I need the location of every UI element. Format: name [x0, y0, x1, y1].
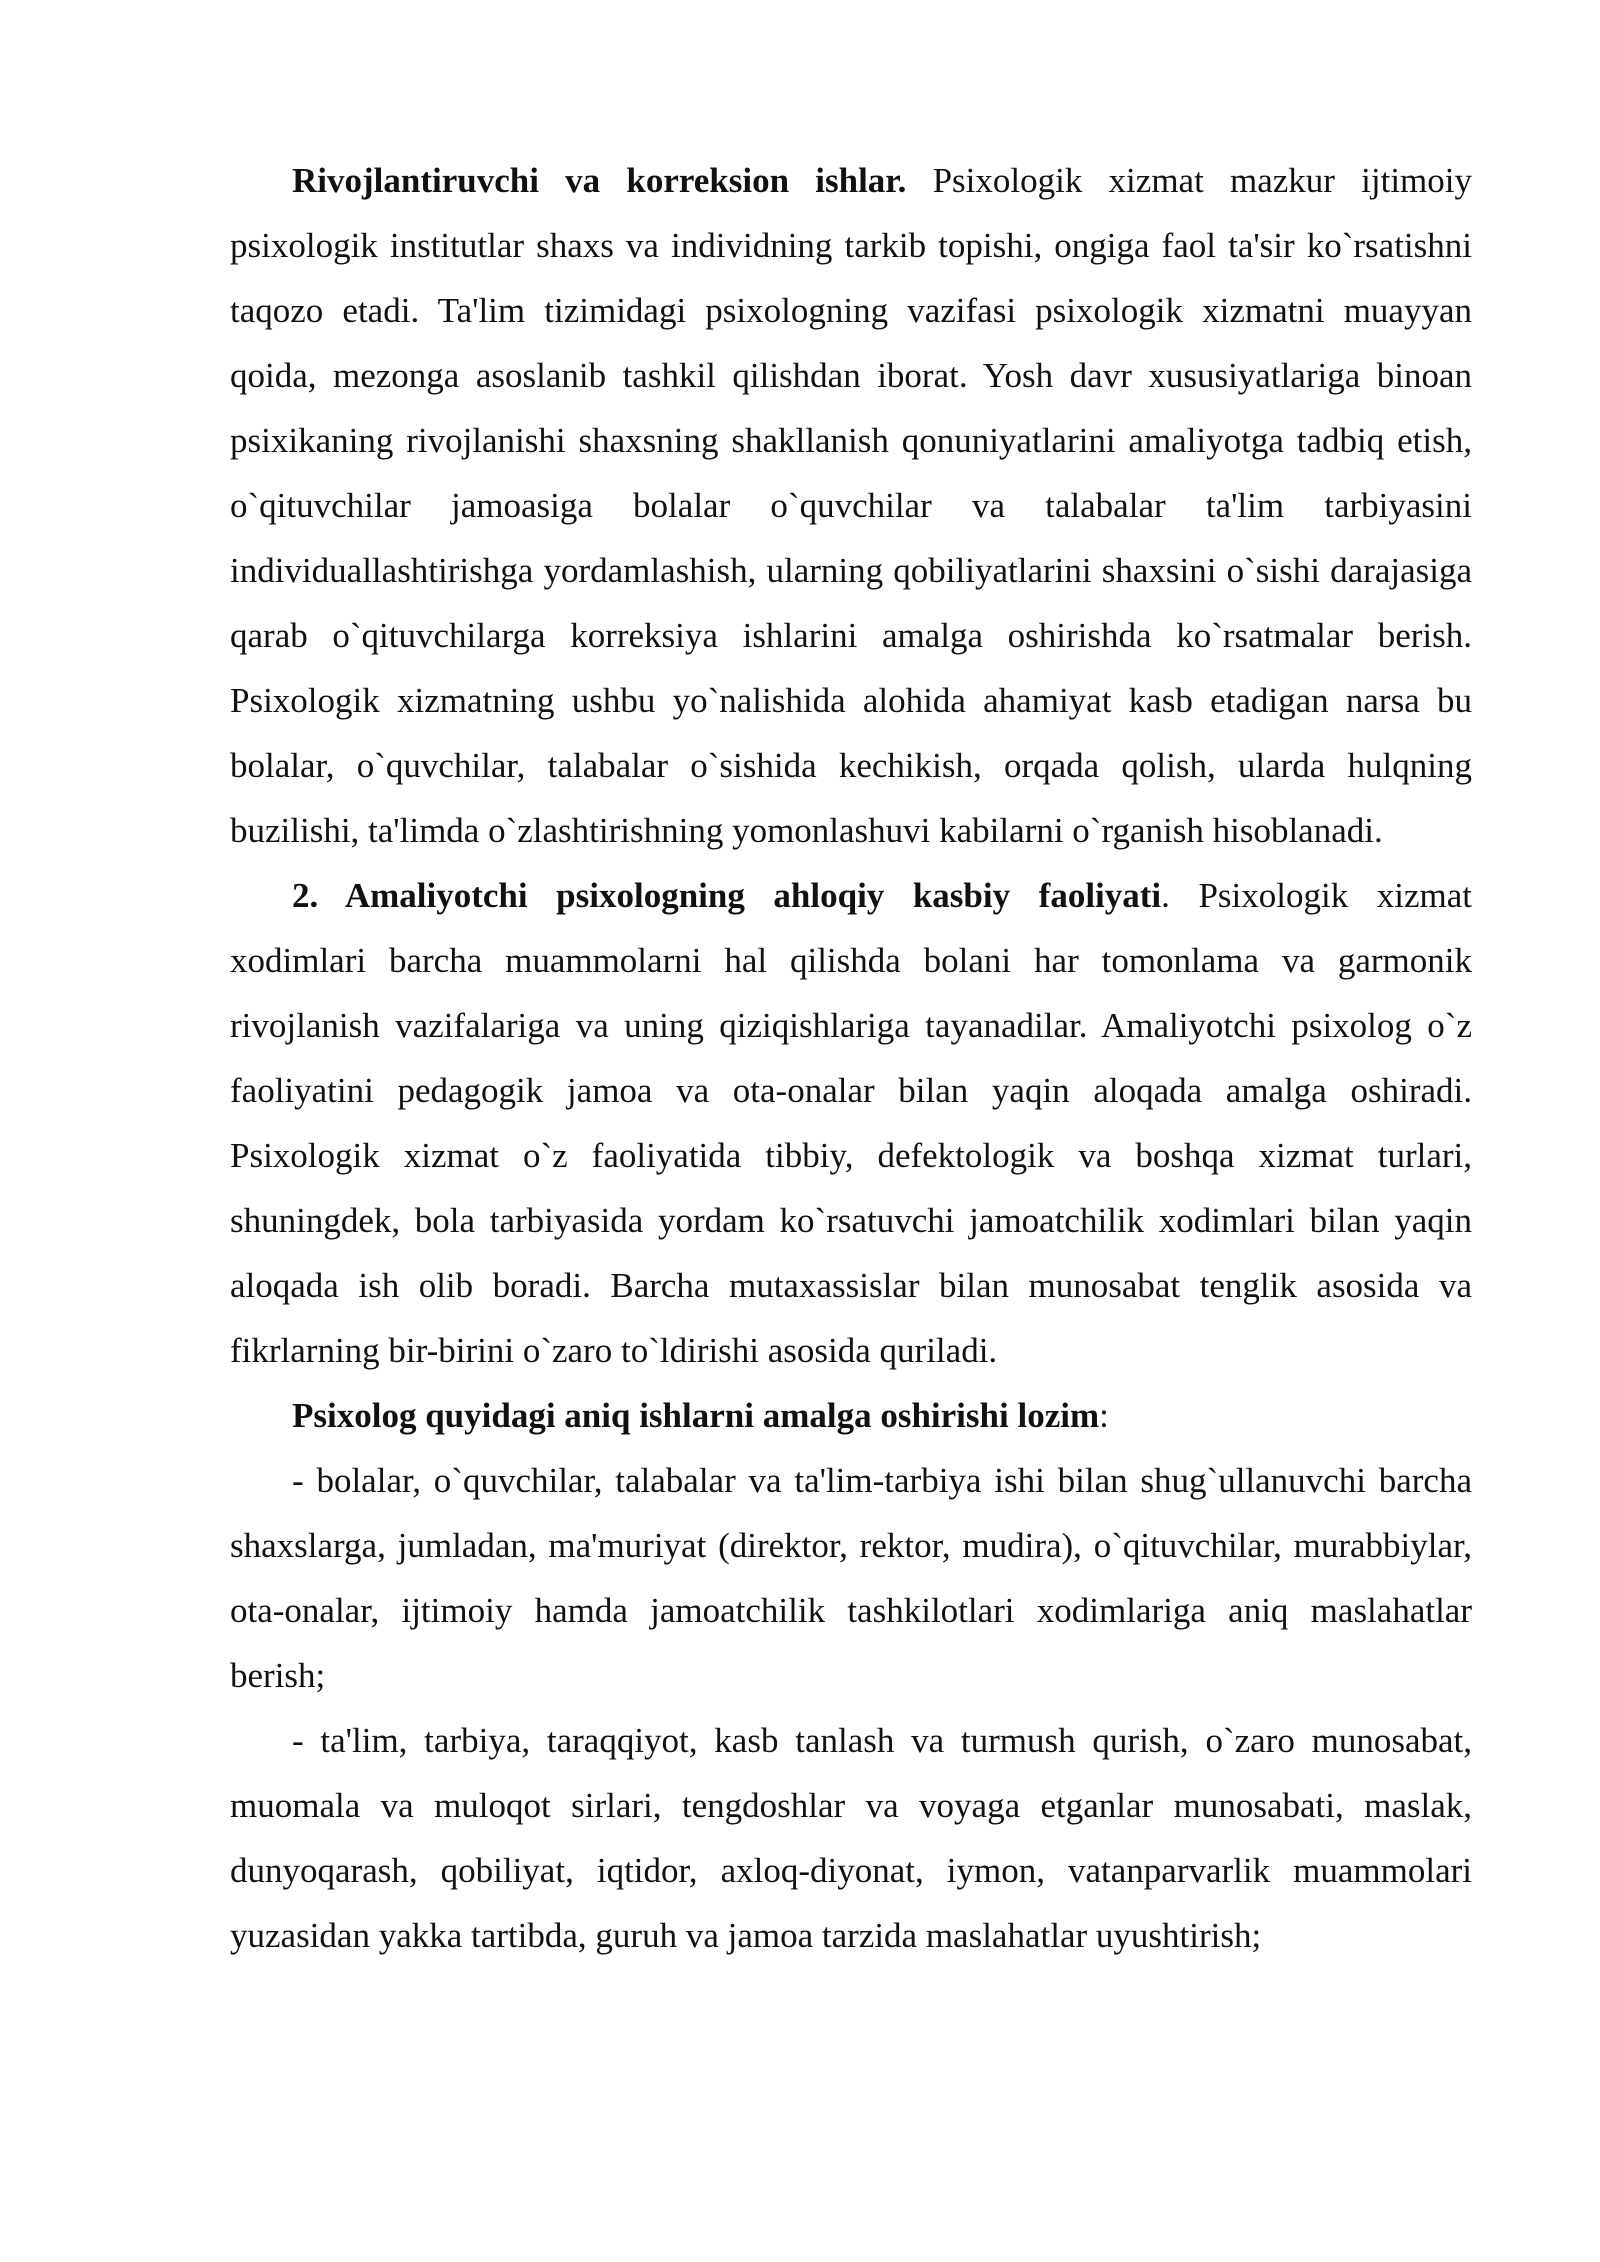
paragraph-heading: Psixolog quyidagi aniq ishlarni amalga oshirishi lozim [292, 1396, 1100, 1435]
list-item-uyushtirish [230, 1708, 1472, 1968]
paragraph-body: Psixologik xizmat mazkur ijtimoiy psixologik institutlar shaxs va individning tarkib topishi, ongiga faol ta'sir ko`rsatishni taqozo etadi. Ta'lim tizimidagi psixologning vazifasi psixologik xizmatni muayyan qoida, mezonga asoslanib tashkil qilishdan iborat. Yosh davr xususiyatlariga binoan psixikaning rivojlanishi shaxsning shakllanish qonuniyatlarini amaliyotga tadbiq etish, o`qituvchilar jamoasiga bolalar o`quvchilar va talabalar ta'lim tarbiyasini individuallashtirishga yordamlashish, ularning qobiliyatlarini shaxsini o`sishi darajasiga qarab o`qituvchilarga korreksiya ishlarini amalga oshirishda ko`rsatmalar berish. Psixologik xizmatning ushbu yo`nalishida alohida ahamiyat kasb etadigan narsa bu bolalar, o`quvchilar, talabalar o`sishida kechikish, orqada qolish, ularda hulqning buzilishi, ta'limda o`zlashtirishning yomonlashuvi kabilarni o`rganish hisoblanadi. [230, 161, 1472, 850]
paragraph-rivojlantiruvchi [230, 148, 1472, 863]
paragraph-amaliyotchi [230, 863, 1472, 1383]
document-page [230, 148, 1472, 1968]
paragraph-heading: 2. Amaliyotchi psixologning ahloqiy kasbiy faoliyati [292, 876, 1162, 915]
list-item-text: - bolalar, o`quvchilar, talabalar va ta'lim-tarbiya ishi bilan shug`ullanuvchi barcha shaxslarga, jumladan, ma'muriyat (direktor, rektor, mudira), o`qituvchilar, murabbiylar, ota-onalar, ijtimoiy hamda jamoatchilik tashkilotlari xodimlariga aniq maslahatlar berish; [230, 1461, 1472, 1695]
paragraph-body: . Psixologik xizmat xodimlari barcha muammolarni hal qilishda bolani har tomonlama va garmonik rivojlanish vazifalariga va uning qiziqishlariga tayanadilar. Amaliyotchi psixolog o`z faoliyatini pedagogik jamoa va ota-onalar bilan yaqin aloqada amalga oshiradi. Psixologik xizmat o`z faoliyatida tibbiy, defektologik va boshqa xizmat turlari, shuningdek, bola tarbiyasida yordam ko`rsatuvchi jamoatchilik xodimlari bilan yaqin aloqada ish olib boradi. Barcha mutaxassislar bilan munosabat tenglik asosida va fikrlarning bir-birini o`zaro to`ldirishi asosida quriladi. [230, 876, 1473, 1370]
list-item-maslahatlar [230, 1448, 1472, 1708]
paragraph-psixolog-vazifalari [230, 1383, 1472, 1448]
paragraph-heading: Rivojlantiruvchi va korreksion ishlar. [292, 161, 907, 200]
list-item-text: - ta'lim, tarbiya, taraqqiyot, kasb tanlash va turmush qurish, o`zaro munosabat, muomala va muloqot sirlari, tengdoshlar va voyaga etganlar munosabati, maslak, dunyoqarash, qobiliyat, iqtidor, axloq-diyonat, iymon, vatanparvarlik muammolari yuzasidan yakka tartibda, guruh va jamoa tarzida maslahatlar uyushtirish; [230, 1721, 1472, 1955]
paragraph-body: : [1099, 1396, 1109, 1435]
